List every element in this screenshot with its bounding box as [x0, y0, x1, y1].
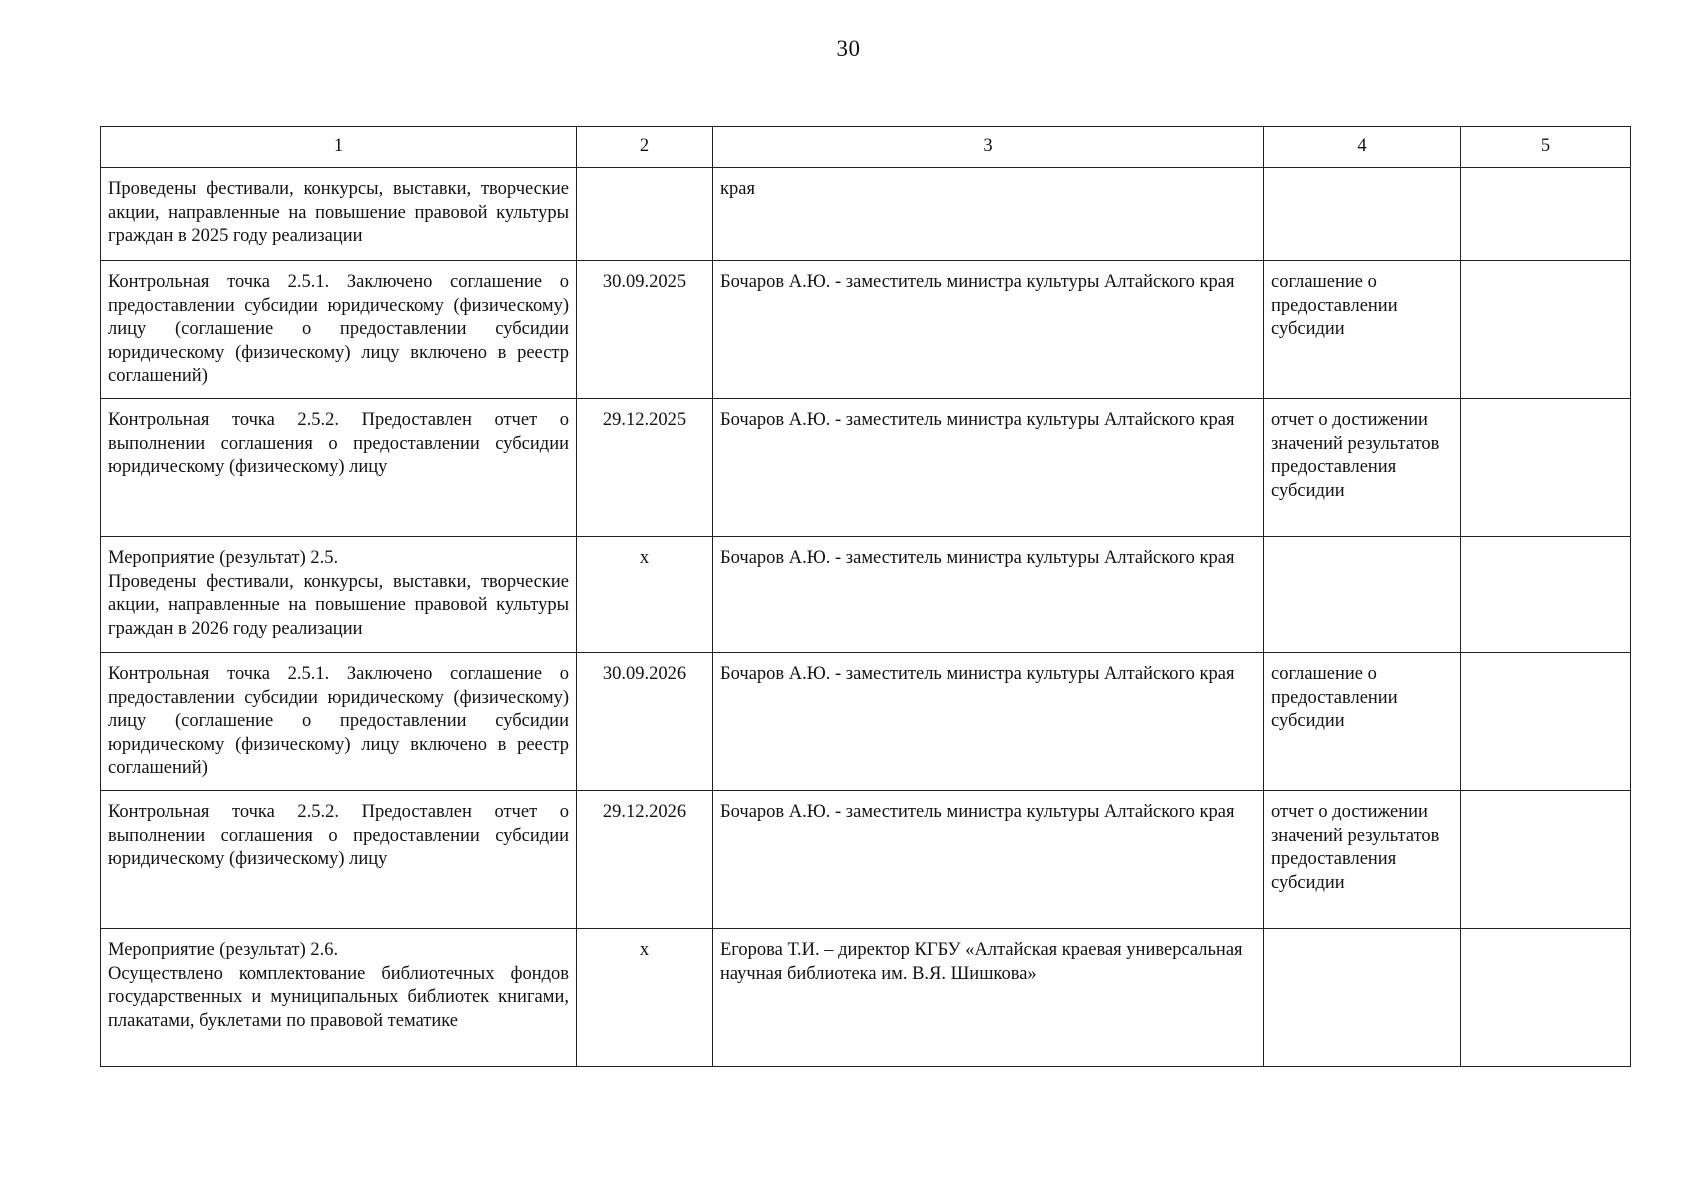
activity-cell: [101, 399, 577, 537]
notes-cell: [1461, 399, 1631, 537]
document-cell: отчет о достижении значений результатов предоставления субсидии: [1264, 399, 1461, 537]
document-cell: соглашение о предоставлении субсидии: [1264, 653, 1461, 791]
notes-cell: [1461, 261, 1631, 399]
activity-cell: [101, 537, 577, 653]
responsible-cell: Бочаров А.Ю. - заместитель министра культуры Алтайского края: [713, 399, 1264, 537]
responsible-cell: Бочаров А.Ю. - заместитель министра культуры Алтайского края: [713, 261, 1264, 399]
activity-cell: [101, 261, 577, 399]
responsible-cell: Бочаров А.Ю. - заместитель министра культуры Алтайского края: [713, 537, 1264, 653]
deadline-cell: x: [577, 929, 713, 1067]
table-row: [101, 537, 1631, 653]
activity-text: Контрольная точка 2.5.2. Предоставлен отчет о выполнении соглашения о предоставлении субсидии юридическому (физическому) лицу: [108, 802, 569, 869]
deadline-cell: 29.12.2026: [577, 791, 713, 929]
notes-cell: [1461, 653, 1631, 791]
notes-cell: [1461, 168, 1631, 261]
activity-text: Проведены фестивали, конкурсы, выставки, творческие акции, направленные на повышение правовой культуры граждан в 2025 году реализации: [108, 179, 569, 246]
column-header-2: 2: [577, 127, 713, 168]
deadline-cell: 30.09.2026: [577, 653, 713, 791]
responsible-cell: Егорова Т.И. – директор КГБУ «Алтайская краевая универсальная научная библиотека им. В.Я. Шишкова»: [713, 929, 1264, 1067]
table-row: [101, 168, 1631, 261]
activity-cell: [101, 791, 577, 929]
document-cell: соглашение о предоставлении субсидии: [1264, 261, 1461, 399]
deadline-cell: [577, 168, 713, 261]
column-header-1: 1: [101, 127, 577, 168]
activity-text: Контрольная точка 2.5.2. Предоставлен отчет о выполнении соглашения о предоставлении субсидии юридическому (физическому) лицу: [108, 410, 569, 477]
activity-text: Проведены фестивали, конкурсы, выставки, творческие акции, направленные на повышение правовой культуры граждан в 2026 году реализации: [108, 571, 569, 639]
notes-cell: [1461, 929, 1631, 1067]
table-row: [101, 791, 1631, 929]
table-row: [101, 261, 1631, 399]
notes-cell: [1461, 791, 1631, 929]
table-row: [101, 653, 1631, 791]
document-cell: [1264, 537, 1461, 653]
notes-cell: [1461, 537, 1631, 653]
plan-table: [100, 126, 1631, 1067]
activity-text: Осуществлено комплектование библиотечных фондов государственных и муниципальных библиотек книгами, плакатами, буклетами по правовой тематике: [108, 963, 569, 1031]
activity-text: Контрольная точка 2.5.1. Заключено соглашение о предоставлении субсидии юридическому (физическому) лицу (соглашение о предоставлении субсидии юридическому (физическому) лицу включено в реестр соглашений): [108, 272, 569, 386]
page-number: 30: [836, 36, 861, 61]
activity-text: Контрольная точка 2.5.1. Заключено соглашение о предоставлении субсидии юридическому (физическому) лицу (соглашение о предоставлении субсидии юридическому (физическому) лицу включено в реестр соглашений): [108, 664, 569, 778]
deadline-cell: x: [577, 537, 713, 653]
deadline-cell: 29.12.2025: [577, 399, 713, 537]
table-row: [101, 929, 1631, 1067]
responsible-cell: Бочаров А.Ю. - заместитель министра культуры Алтайского края: [713, 791, 1264, 929]
column-header-4: 4: [1264, 127, 1461, 168]
responsible-cell: края: [713, 168, 1264, 261]
activity-cell: [101, 168, 577, 261]
document-cell: [1264, 929, 1461, 1067]
activity-heading: Мероприятие (результат) 2.5.: [108, 548, 339, 568]
document-cell: [1264, 168, 1461, 261]
activity-cell: [101, 929, 577, 1067]
table-row: [101, 399, 1631, 537]
responsible-cell: Бочаров А.Ю. - заместитель министра культуры Алтайского края: [713, 653, 1264, 791]
activity-heading: Мероприятие (результат) 2.6.: [108, 940, 339, 960]
document-cell: отчет о достижении значений результатов предоставления субсидии: [1264, 791, 1461, 929]
table-header-row: [101, 127, 1631, 168]
activity-cell: [101, 653, 577, 791]
column-header-3: 3: [713, 127, 1264, 168]
column-header-5: 5: [1461, 127, 1631, 168]
deadline-cell: 30.09.2025: [577, 261, 713, 399]
